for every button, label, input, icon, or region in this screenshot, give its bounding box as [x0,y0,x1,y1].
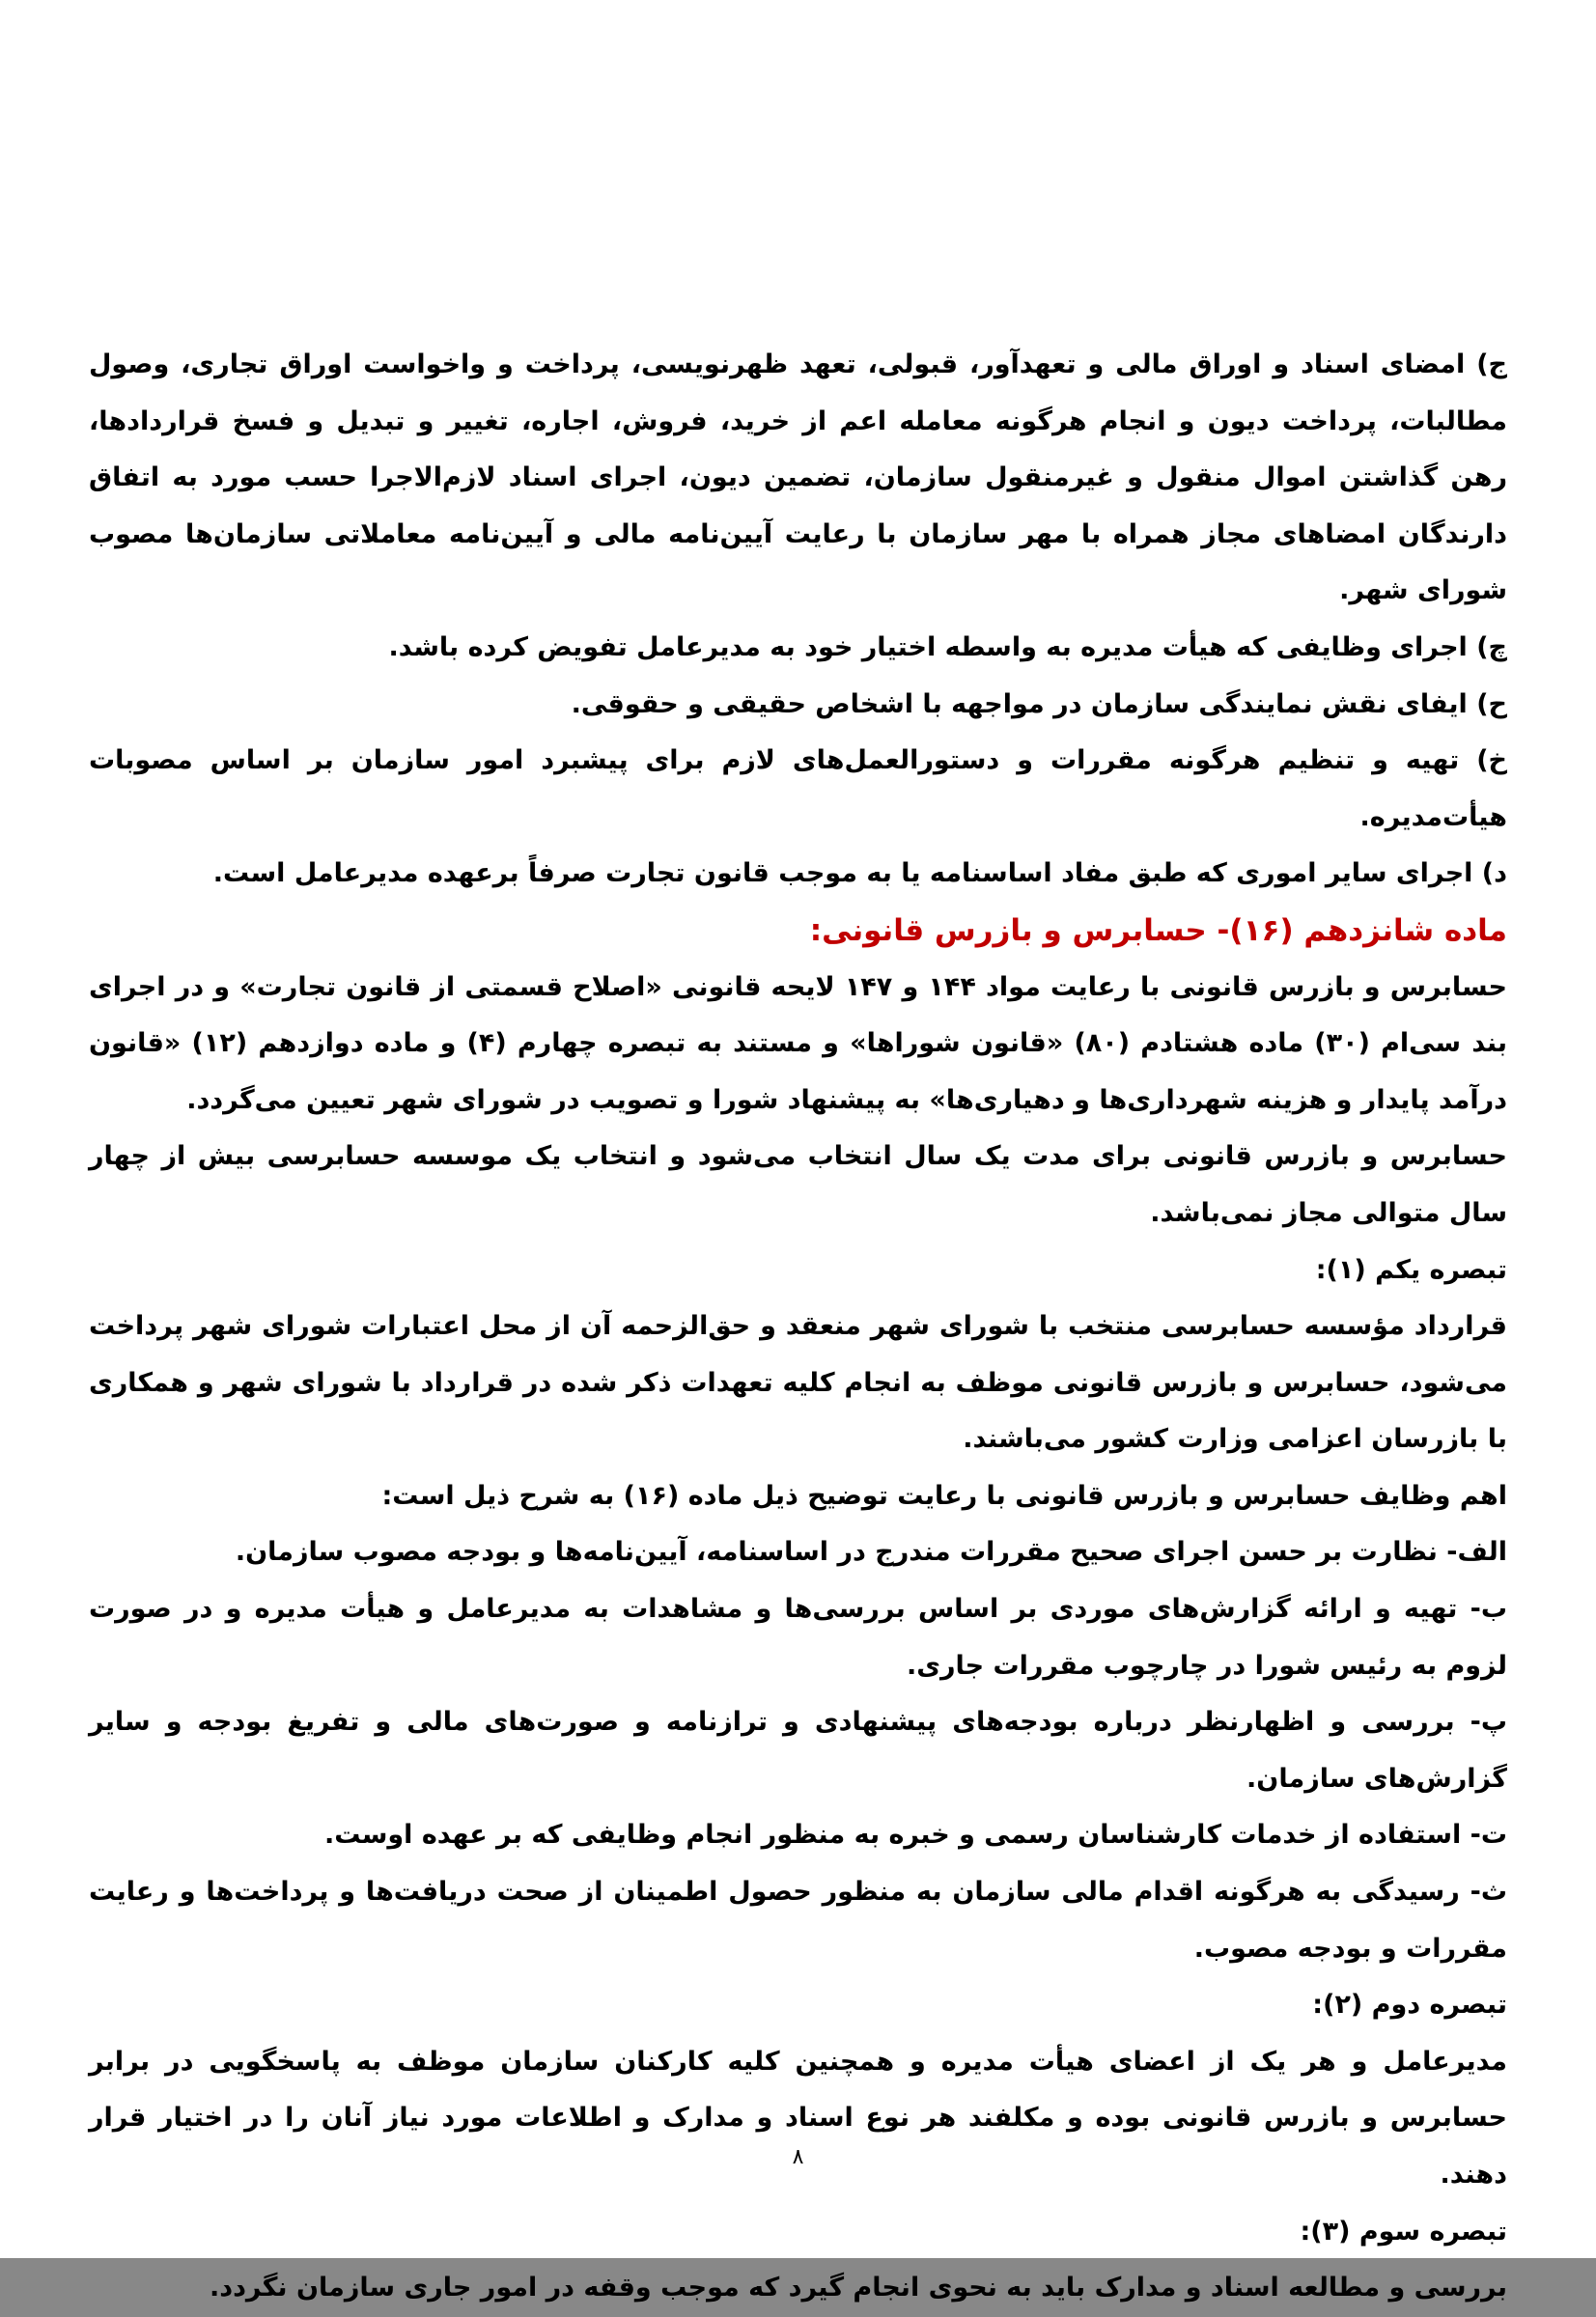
clause-kh-line: خ) تهیه و تنظیم هرگونه مقررات و دستورالعمل‌های لازم برای پیشبرد امور سازمان بر اساس مصوبات هیأت‌مدیره. [89,745,1507,832]
note-1-heading: تبصره یکم (۱): [1315,1254,1507,1285]
note-2-heading: تبصره دوم (۲): [1312,1990,1507,2021]
page-number: ۸ [792,2145,804,2169]
article-16-paragraph-1: حسابرس و بازرس قانونی با رعایت مواد ۱۴۴ و ۱۴۷ لایحه قانونی «اصلاح قسمتی از قانون تجارت» و در اجرای بند سی‌ام (۳۰) ماده هشتادم (۸۰) «قانون شوراها» و مستند به تبصره چهارم (۴) و ماده دوازدهم (۱۲) «قانون درآمد پایدار و هزینه شهرداری‌ها و دهیاری‌ها» به پیشنهاد شورا و تصویب در شورای شهر تعیین می‌گردد. [89,971,1507,1115]
note-3-paragraph: بررسی و مطالعه اسناد و مدارک باید به نحوی انجام گیرد که موجب وقفه در امور جاری سازمان نگردد. [209,2273,1507,2303]
duties-intro-line: اهم وظایف حسابرس و بازرس قانونی با رعایت توضیح ذیل ماده (۱۶) به شرح ذیل است: [381,1480,1507,1511]
clause-d-line: د) اجرای سایر اموری که طبق مفاد اساسنامه یا به موجب قانون تجارت صرفاً برعهده مدیرعامل است. [212,858,1507,889]
note-3-heading: تبصره سوم (۳): [1300,2216,1507,2247]
duty-pe-paragraph: پ- بررسی و اظهارنظر درباره بودجه‌های پیشنهادی و ترازنامه و صورت‌های مالی و تفریغ بودجه و سایر گزارش‌های سازمان. [89,1707,1507,1794]
clause-j-paragraph: ج) امضای اسناد و اوراق مالی و تعهدآور، قبولی، تعهد ظهرنویسی، پرداخت و واخواست اوراق تجاری، وصول مطالبات، پرداخت دیون و انجام هرگونه معامله اعم از خرید، فروش، اجاره، تغییر و تبدیل و فسخ قراردادها، رهن گذاشتن اموال منقول و غیرمنقول سازمان، تضمین دیون، اجرای اسناد لازم‌الاجرا حسب مورد به اتفاق دارندگان امضاهای مجاز همراه با مهر سازمان با رعایت آیین‌نامه مالی و آیین‌نامه معاملاتی سازمان‌ها مصوب شورای شهر. [89,349,1507,606]
clause-h-line: ح) ایفای نقش نمایندگی سازمان در مواجهه با اشخاص حقیقی و حقوقی. [571,688,1507,719]
clause-ch-line: چ) اجرای وظایفی که هیأت مدیره به واسطه اختیار خود به مدیرعامل تفویض کرده باشد. [388,631,1507,662]
duty-alef-line: الف- نظارت بر حسن اجرای صحیح مقررات مندرج در اساسنامه، آیین‌نامه‌ها و بودجه مصوب سازمان. [235,1537,1507,1568]
article-16-heading: ماده شانزدهم (۱۶)- حسابرس و بازرس قانونی: [809,912,1507,948]
note-1-paragraph: قرارداد مؤسسه حسابرسی منتخب با شورای شهر منعقد و حق‌الزحمه آن از محل اعتبارات شورای شهر پرداخت می‌شود، حسابرس و بازرس قانونی موظف به انجام کلیه تعهدات ذکر شده در قرارداد با شورای شهر و همکاری با بازرسان اعزامی وزارت کشور می‌باشند. [89,1311,1507,1455]
duty-te-line: ت- استفاده از خدمات کارشناسان رسمی و خبره به منظور انجام وظایفی که بر عهده اوست. [324,1820,1507,1851]
note-2-paragraph: مدیرعامل و هر یک از اعضای هیأت مدیره و همچنین کلیه کارکنان سازمان موظف به پاسخگویی در برابر حسابرس و بازرس قانونی بوده و مکلفند هر نوع اسناد و مدارک و اطلاعات مورد نیاز آنان را در اختیار قرار دهند. [89,2046,1507,2190]
article-16-paragraph-2: حسابرس و بازرس قانونی برای مدت یک سال انتخاب می‌شود و انتخاب یک موسسه حسابرسی بیش از چهار سال متوالی مجاز نمی‌باشد. [89,1141,1507,1228]
duty-se-paragraph: ث- رسیدگی به هرگونه اقدام مالی سازمان به منظور حصول اطمینان از صحت دریافت‌ها و پرداخت‌ها و رعایت مقررات و بودجه مصوب. [89,1877,1507,1964]
duty-be-paragraph: ب- تهیه و ارائه گزارش‌های موردی بر اساس بررسی‌ها و مشاهدات به مدیرعامل و هیأت مدیره و در صورت لزوم به رئیس شورا در چارچوب مقررات جاری. [89,1594,1507,1681]
